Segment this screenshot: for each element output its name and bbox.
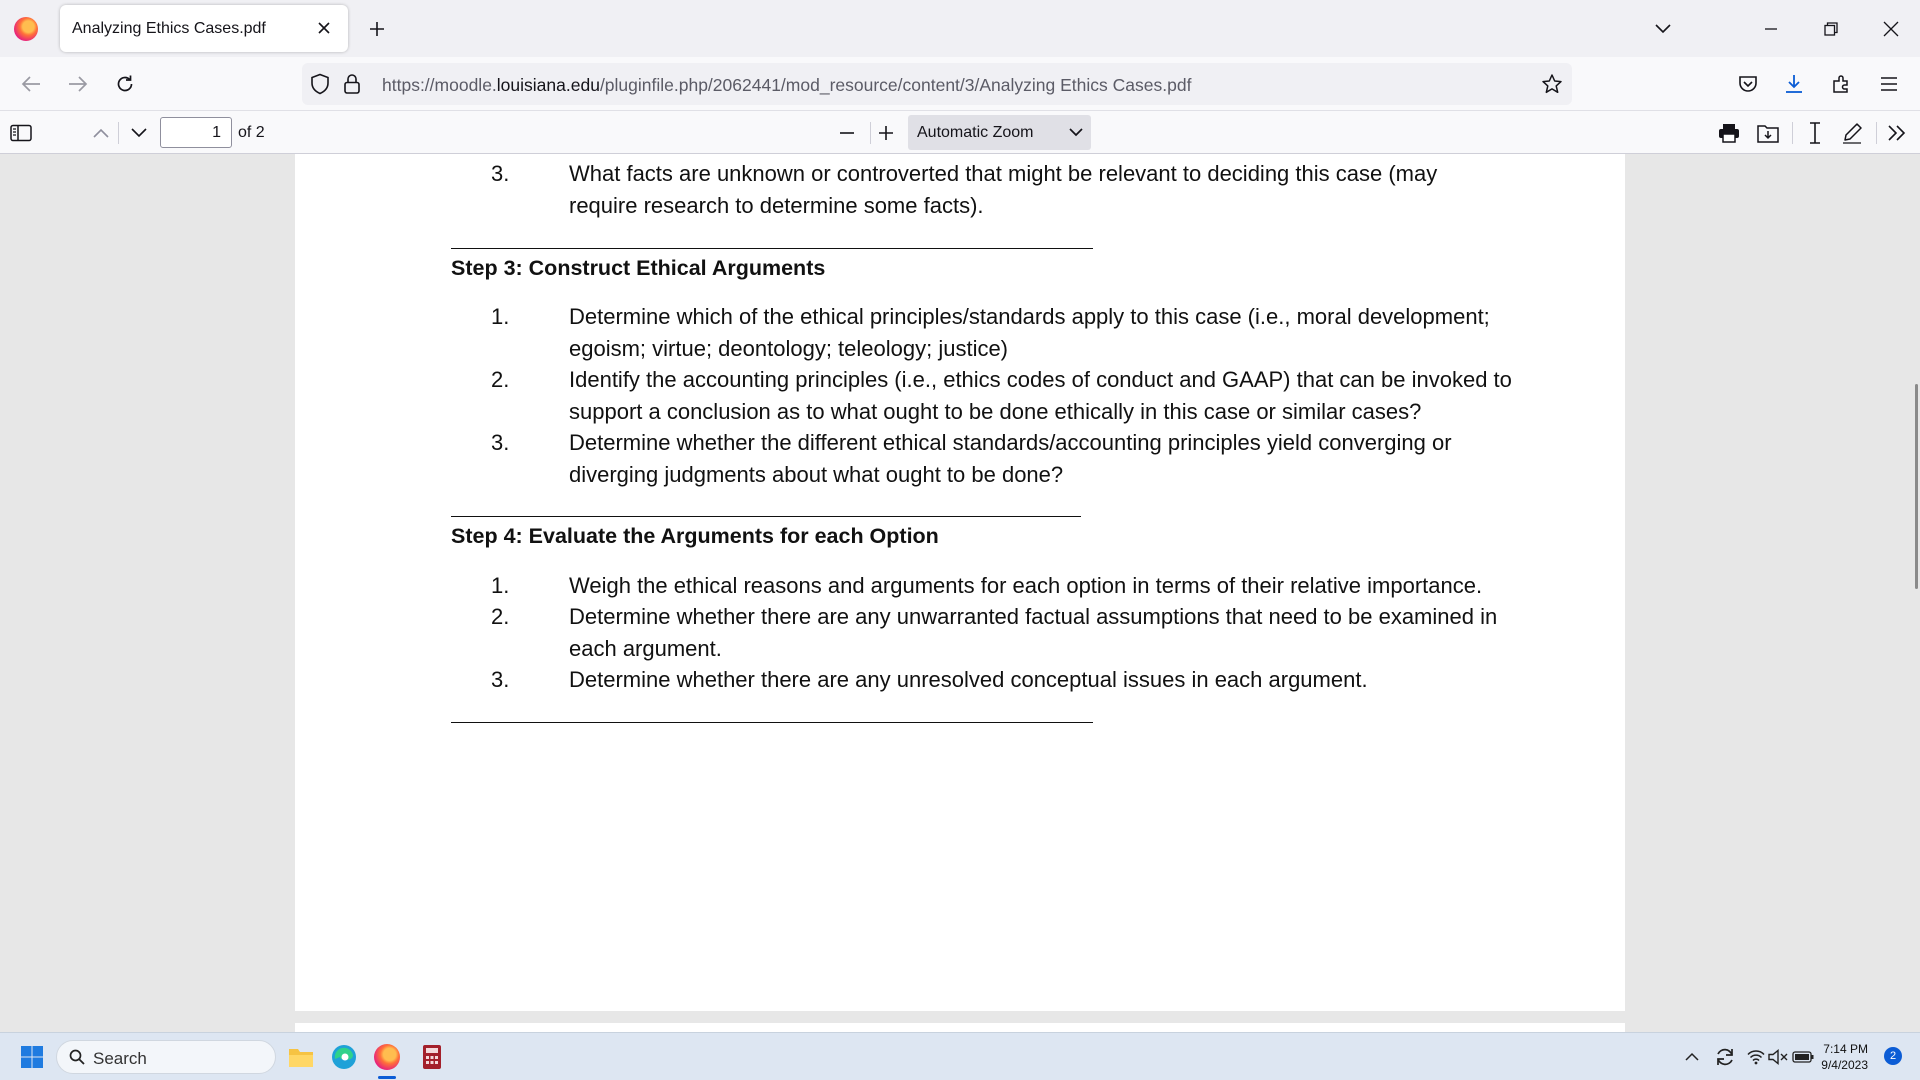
pdf-toolbar [0, 111, 1920, 154]
url-prefix: https://moodle. [382, 75, 497, 95]
list-item-text: support a conclusion as to what ought to be done ethically in this case or similar cases? [569, 398, 1422, 424]
tab-strip [0, 0, 1920, 57]
bookmark-star-icon[interactable] [1540, 72, 1564, 96]
list-item-text: Determine whether there are any unresolved conceptual issues in each argument. [569, 667, 1368, 692]
sidebar-toggle-icon[interactable] [6, 118, 36, 148]
reload-icon[interactable] [110, 69, 140, 99]
system-clock[interactable] [1812, 1041, 1868, 1073]
restore-window-icon[interactable] [1816, 14, 1846, 44]
list-item-number: 1. [491, 573, 510, 598]
url-bar[interactable] [302, 63, 1572, 105]
list-item-text: Identify the accounting principles (i.e., ethics codes of conduct and GAAP) that can be invoked to [569, 367, 1512, 392]
url-text[interactable] [382, 75, 1191, 96]
sync-update-icon[interactable] [1713, 1045, 1737, 1069]
search-icon [69, 1049, 85, 1065]
shield-icon[interactable] [308, 72, 332, 96]
notification-badge[interactable]: 2 [1884, 1047, 1902, 1065]
show-hidden-icons-chevron-icon[interactable] [1680, 1045, 1704, 1069]
list-all-tabs-icon[interactable] [1650, 16, 1676, 42]
search-label: Search [93, 1049, 147, 1068]
list-item-number: 2. [491, 367, 510, 392]
zoom-in-icon[interactable] [871, 118, 901, 148]
text-cursor-icon[interactable] [1800, 118, 1830, 148]
list-item-text: Determine whether the different ethical standards/accounting principles yield converging or [569, 430, 1452, 455]
url-path: /pluginfile.php/2062441/mod_resource/content/3/Analyzing Ethics Cases.pdf [599, 75, 1192, 95]
section-divider [451, 516, 1081, 517]
tools-double-chevron-icon[interactable] [1882, 118, 1912, 148]
list-item-number: 3. [491, 161, 510, 186]
firefox-logo-icon[interactable] [14, 17, 38, 41]
page-number-input[interactable]: 1 [160, 117, 232, 148]
active-app-indicator [378, 1076, 396, 1079]
page-count: of 2 [238, 124, 265, 141]
pdf-page-next [295, 1023, 1625, 1032]
edge-browser-icon[interactable] [328, 1041, 360, 1073]
list-item-text: egoism; virtue; deontology; teleology; justice) [569, 335, 1009, 361]
wifi-icon[interactable] [1744, 1045, 1768, 1069]
clock-date: 9/4/2023 [1821, 1058, 1868, 1072]
list-item-text: Determine which of the ethical principles/standards apply to this case (i.e., moral development; [569, 304, 1490, 329]
section-heading: Step 4: Evaluate the Arguments for each Option [451, 524, 939, 548]
firefox-taskbar-icon[interactable] [371, 1041, 403, 1073]
calculator-app-icon[interactable] [416, 1041, 448, 1073]
section-divider [451, 722, 1093, 723]
zoom-out-icon[interactable] [832, 118, 862, 148]
clock-time: 7:14 PM [1823, 1042, 1868, 1056]
list-item-text: Determine whether there are any unwarranted factual assumptions that need to be examined in [569, 604, 1498, 629]
minimize-window-icon[interactable] [1756, 14, 1786, 44]
pdf-page [295, 154, 1625, 1011]
tab-active[interactable] [60, 5, 348, 52]
print-icon[interactable] [1714, 118, 1744, 148]
list-item-number: 3. [491, 430, 510, 455]
downloads-icon[interactable] [1779, 69, 1809, 99]
pocket-icon[interactable] [1733, 69, 1763, 99]
list-item-number: 3. [491, 667, 510, 692]
list-item-text: require research to determine some facts). [569, 192, 984, 218]
close-tab-icon[interactable] [312, 16, 336, 40]
list-item-text: Weigh the ethical reasons and arguments for each option in terms of their relative importance. [569, 573, 1483, 598]
chevron-down-icon [1069, 123, 1083, 141]
navigation-toolbar [0, 57, 1920, 111]
list-item-text: each argument. [569, 635, 722, 661]
app-menu-icon[interactable] [1874, 69, 1904, 99]
tab-title: Analyzing Ethics Cases.pdf [72, 20, 266, 37]
lock-icon[interactable] [340, 72, 364, 96]
speaker-muted-icon[interactable] [1766, 1045, 1790, 1069]
list-item-number: 2. [491, 604, 510, 629]
taskbar-search-box[interactable] [56, 1040, 276, 1074]
list-item-text: diverging judgments about what ought to be done? [569, 461, 1064, 487]
vertical-scrollbar-thumb[interactable] [1915, 384, 1918, 589]
previous-page-icon[interactable] [86, 118, 116, 148]
close-window-icon[interactable] [1876, 14, 1906, 44]
save-pdf-icon[interactable] [1753, 118, 1783, 148]
draw-pen-icon[interactable] [1837, 118, 1867, 148]
url-host: louisiana.edu [496, 75, 600, 95]
windows-taskbar [0, 1032, 1920, 1080]
zoom-select-label: Automatic Zoom [917, 124, 1034, 141]
next-page-icon[interactable] [124, 118, 154, 148]
new-tab-icon[interactable] [364, 16, 390, 42]
pdf-viewer[interactable] [0, 154, 1920, 1032]
forward-arrow-icon[interactable] [63, 69, 93, 99]
zoom-select[interactable] [908, 115, 1091, 150]
list-item-number: 1. [491, 304, 510, 329]
extensions-icon[interactable] [1826, 69, 1856, 99]
file-explorer-icon[interactable] [285, 1041, 317, 1073]
back-arrow-icon[interactable] [16, 69, 46, 99]
windows-start-icon[interactable] [16, 1041, 48, 1073]
section-divider [451, 248, 1093, 249]
list-item-text: What facts are unknown or controverted that might be relevant to deciding this case (may [569, 161, 1438, 186]
section-heading: Step 3: Construct Ethical Arguments [451, 256, 826, 280]
